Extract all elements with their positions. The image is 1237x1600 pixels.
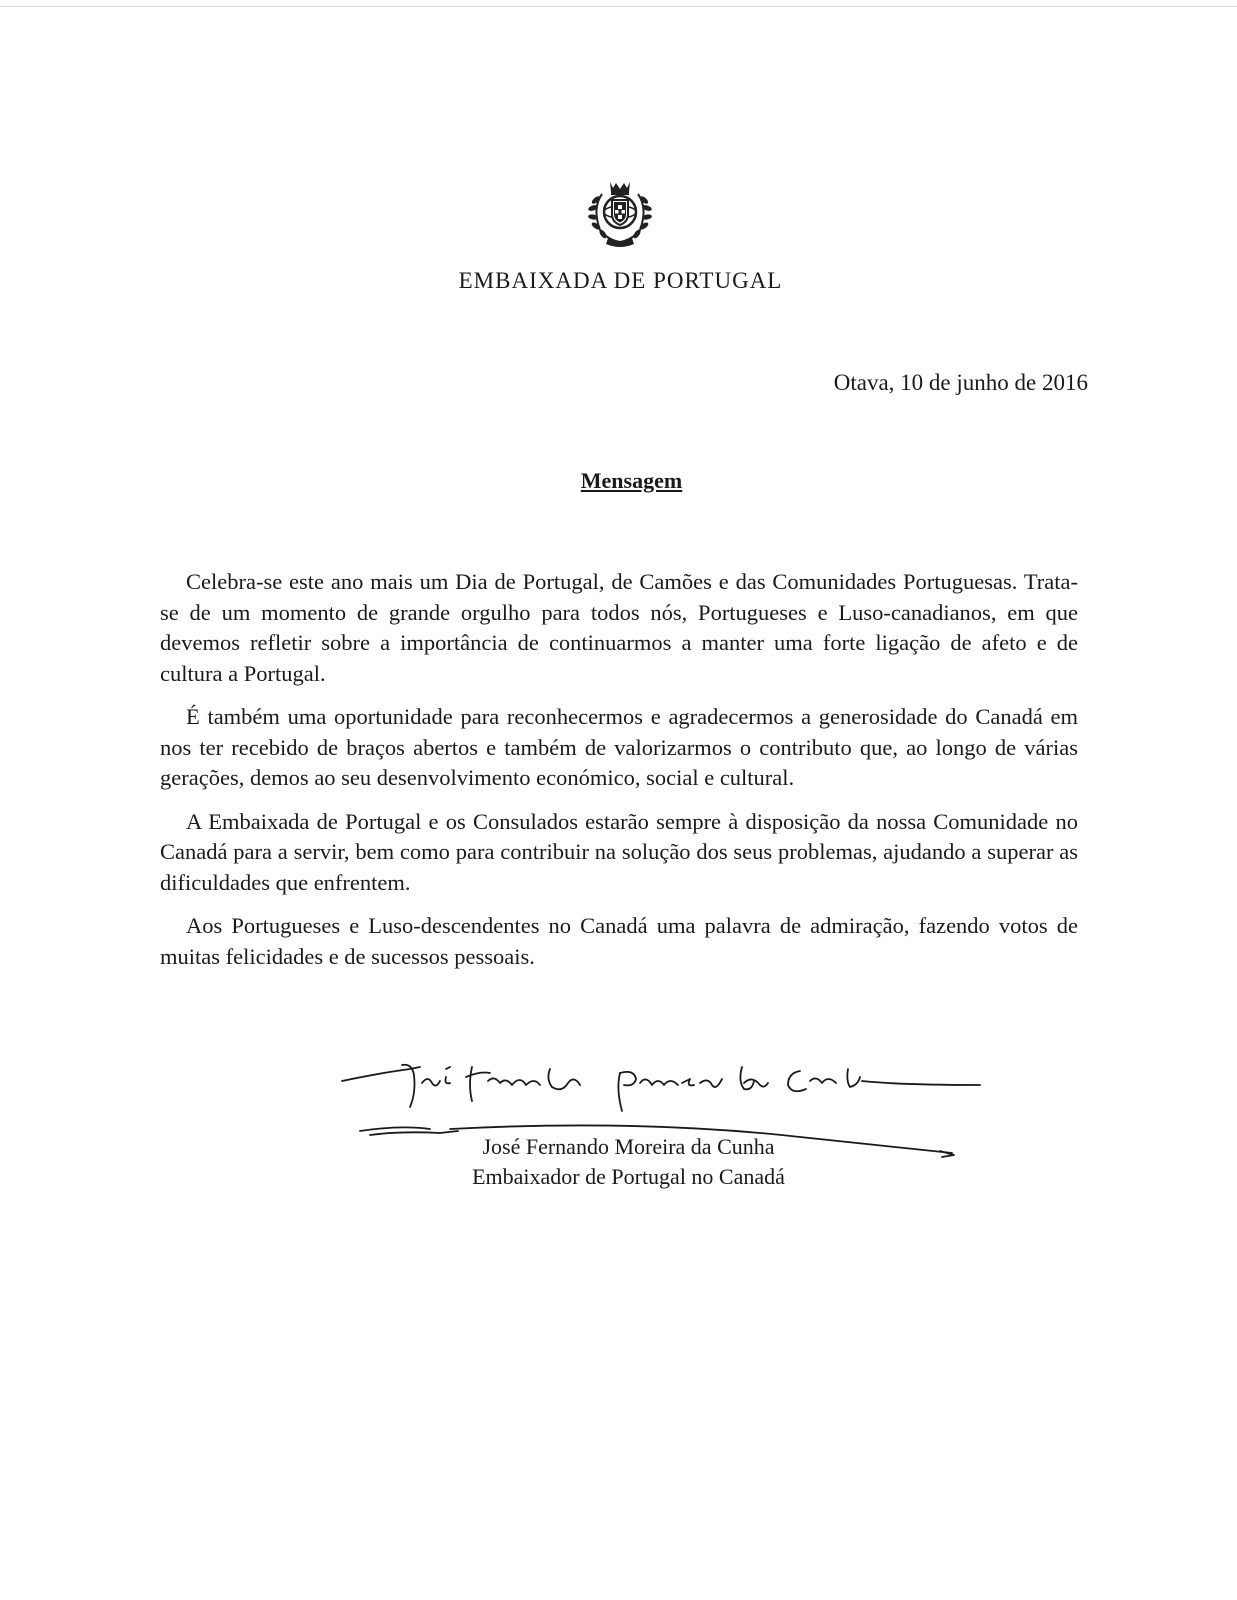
signer-title: Embaixador de Portugal no Canadá [472, 1164, 785, 1189]
subject-heading: Mensagem [580, 468, 683, 493]
date-line: Otava, 10 de junho de 2016 [833, 370, 1088, 395]
paragraph: Aos Portugueses e Luso-descendentes no Canadá uma palavra de admiração, fazendo votos de muitas felicidades e de sucessos pessoais. [160, 913, 1078, 969]
paragraph: A Embaixada de Portugal e os Consulados estarão sempre à disposição da nossa Comunidade no Canadá para a servir, bem como para contribuir na solução dos seus problemas, ajudando a superar as dificuldades que enfrentem. [160, 808, 1078, 895]
scan-edge-line [0, 6, 1237, 7]
letter-body [160, 567, 1078, 985]
signer-name: José Fernando Moreira da Cunha [482, 1134, 775, 1159]
embassy-title: EMBAIXADA DE PORTUGAL [458, 268, 783, 293]
portuguese-coat-of-arms-icon [582, 178, 658, 248]
signer-block [0, 1132, 1237, 1192]
paragraph: Celebra-se este ano mais um Dia de Portugal, de Camões e das Comunidades Portuguesas. Trata-se de um momento de grande orgulho para todos nós, Portugueses e Luso-canadianos, em que devemos refletir sobre a importância de continuarmos a manter uma forte ligação de afeto e de cultura a Portugal. [160, 569, 1078, 686]
paragraph: É também uma oportunidade para reconhecermos e agradecermos a generosidade do Canadá em nos ter recebido de braços abertos e também de valorizarmos o contributo que, ao longo de várias gerações, demos ao seu desenvolvimento económico, social e cultural. [160, 704, 1078, 790]
